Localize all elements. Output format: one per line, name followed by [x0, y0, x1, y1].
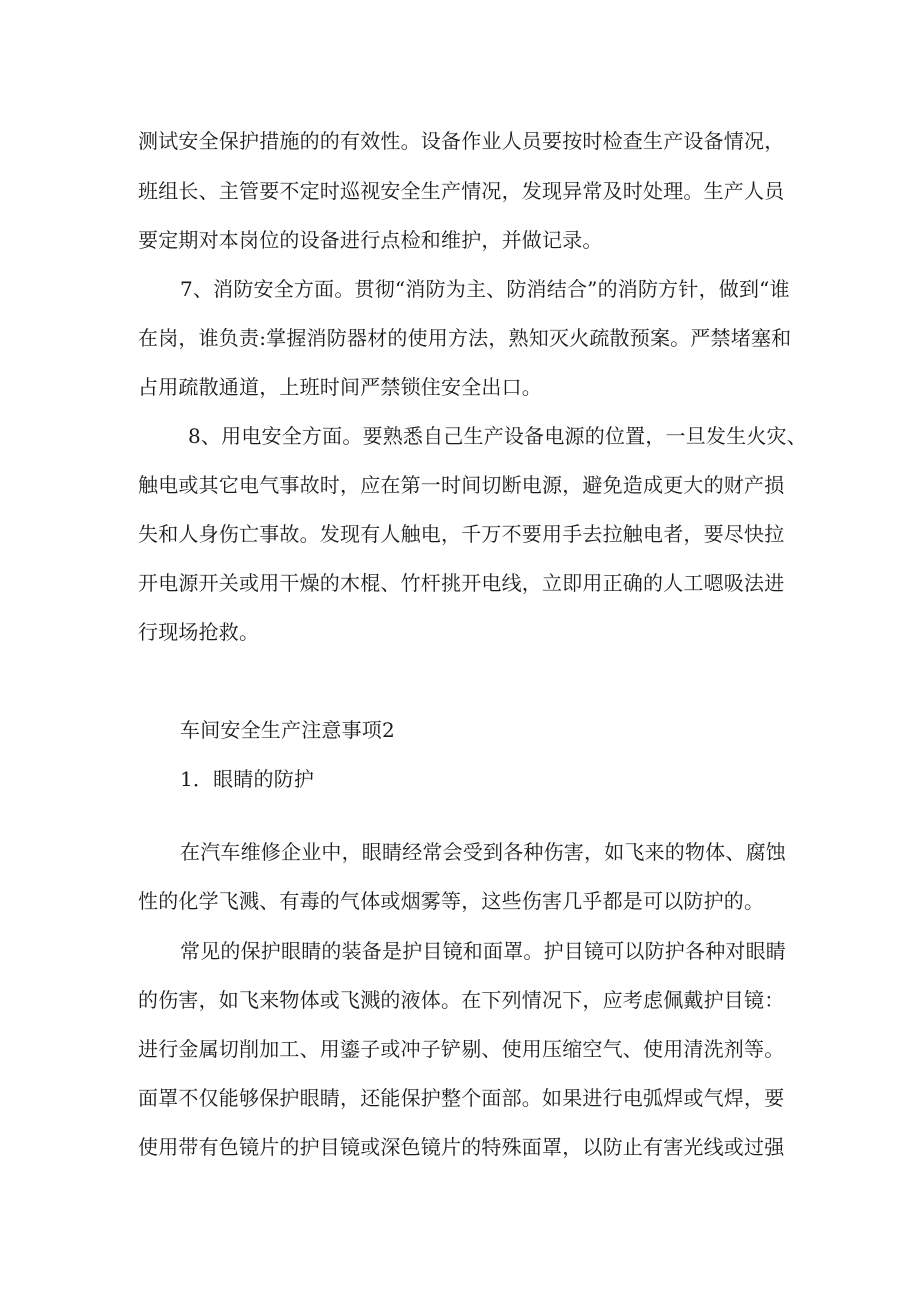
- paragraph-line: 失和人身伤亡事故。发现有人触电，千万不要用手去拉触电者，要尽快拉: [138, 522, 785, 546]
- paragraph-line: 8、用电安全方面。要熟悉自己生产设备电源的位置，一旦发生火灾、: [188, 424, 807, 448]
- subsection-heading: 1．眼睛的防护: [180, 767, 315, 791]
- paragraph-line: 常见的保护眼睛的装备是护目镜和面罩。护目镜可以防护各种对眼睛: [180, 939, 786, 963]
- paragraph-line: 测试安全保护措施的的有效性。设备作业人员要按时检查生产设备情况，: [138, 129, 785, 153]
- paragraph-line: 触电或其它电气事故时，应在第一时间切断电源，避免造成更大的财产损: [138, 473, 785, 497]
- paragraph-line: 在岗，谁负责:掌握消防器材的使用方法，熟知灭火疏散预案。严禁堵塞和: [138, 326, 792, 350]
- paragraph-line: 性的化学飞溅、有毒的气体或烟雾等，这些伤害几乎都是可以防护的。: [138, 889, 765, 913]
- paragraph-line: 在汽车维修企业中，眼睛经常会受到各种伤害，如飞来的物体、腐蚀: [180, 840, 786, 864]
- paragraph-line: 占用疏散通道，上班时间严禁锁住安全出口。: [138, 375, 542, 399]
- paragraph-line: 开电源开关或用干燥的木棍、竹杆挑开电线，立即用正确的人工嗯吸法进: [138, 571, 785, 595]
- section-heading: 车间安全生产注意事项2: [180, 718, 395, 742]
- paragraph-line: 面罩不仅能够保护眼睛，还能保护整个面部。如果进行电弧焊或气焊，要: [138, 1086, 785, 1110]
- paragraph-line: 班组长、主管要不定时巡视安全生产情况，发现异常及时处理。生产人员: [138, 179, 785, 203]
- paragraph-line: 要定期对本岗位的设备进行点检和维护，并做记录。: [138, 228, 603, 252]
- paragraph-line: 的伤害，如飞来物体或飞溅的液体。在下列情况下，应考虑佩戴护目镜：: [138, 988, 785, 1012]
- paragraph-line: 行现场抢救。: [138, 620, 260, 644]
- paragraph-line: 进行金属切削加工、用鎏子或冲子铲剔、使用压缩空气、使用清洗剂等。: [138, 1037, 785, 1061]
- paragraph-line: 7、消防安全方面。贯彻“消防为主、防消结合”的消防方针，做到“谁: [180, 277, 790, 301]
- paragraph-line: 使用带有色镜片的护目镜或深色镜片的特殊面罩，以防止有害光线或过强: [138, 1135, 785, 1159]
